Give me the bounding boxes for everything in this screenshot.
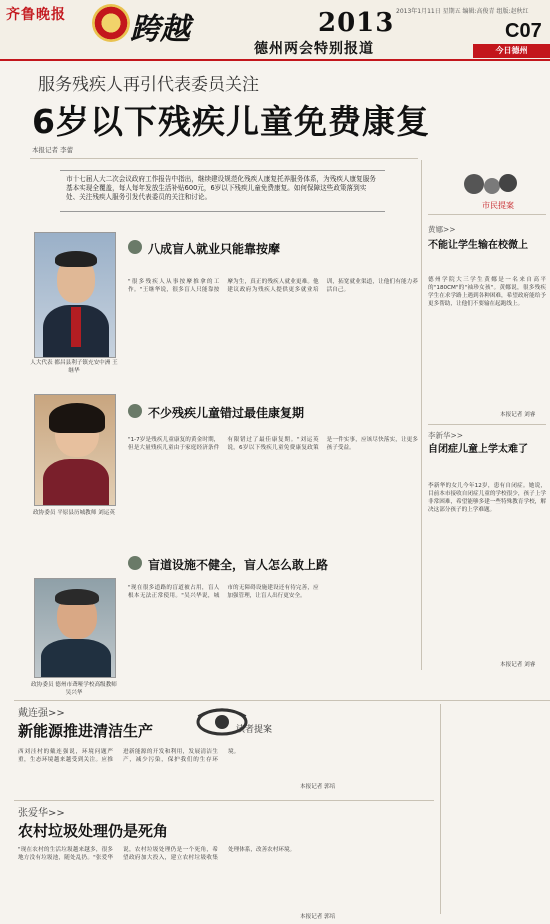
column-title: 不能让学生输在校微上 (428, 240, 528, 251)
section-body: "现在很多道路的盲道被占用，盲人根本无法正常使用。"吴兴华说，城市的无障碍设施建设还有待完善，应加强管理，让盲人出行更安全。 (128, 585, 319, 599)
photo-caption: 政协委员 德州市聋哑学校高级教师 吴兴华 (31, 682, 117, 696)
national-emblem-icon (92, 4, 130, 42)
divider (14, 800, 434, 801)
delegate-photo (34, 578, 116, 678)
theme-year: 2013 (318, 8, 395, 38)
section-title: 盲道设施不健全，盲人怎么敢上路 (148, 558, 329, 572)
bottom-signature: 本报记者 郭培 (300, 914, 336, 920)
photo-caption: 政协委员 平原县历城教师 刘运英 (33, 510, 115, 516)
issue-meta: 2013年1月11日 星期五 编辑:高俊青 组版:赵秋红 (396, 8, 529, 15)
theme-title: 跨越 (130, 12, 190, 47)
divider (428, 214, 546, 215)
bottom-kicker: 张爱华>> (18, 808, 65, 819)
masthead-rule (0, 59, 550, 61)
divider (14, 700, 550, 701)
bottom-body: "现在农村的生活垃圾越来越多，很多地方没有垃圾池，随处乱扔。"张爱华说，农村垃圾处理仍是一个死角，希望政府加大投入，建立农村垃圾收集处理体系，改善农村环境。 (18, 847, 296, 861)
section-body: "很多残疾人从事按摩推拿的工作。"王继华说，很多盲人只能靠按摩为生，真正的残疾人就业更难。他建议政府为残疾人提供更多就业培训，拓宽就业渠道，让他们有能力养活自己。 (128, 279, 418, 293)
column-title: 自闭症儿童上学太难了 (428, 444, 528, 455)
divider (428, 424, 546, 425)
column-body: 德州学院大三学生黄娜是一名来自高平的"180CM"的"袖珍女孩"。黄娜说，很多残疾学生在求学路上遇到各种困难，希望政府能给予更多帮助，让他们不要输在起跑线上。 (428, 277, 546, 307)
section-body: "1-7岁是残疾儿童康复的黄金时期，但是大量残疾儿童由于家庭经济条件有限错过了最佳康复期。"刘运英说，6岁以下残疾儿童免费康复政策是一件实事，应该尽快落实，让更多孩子受益。 (128, 437, 418, 451)
commentary-graphic-icon (454, 170, 524, 200)
divider (30, 158, 418, 159)
article-headline: 6岁以下残疾儿童免费康复 (32, 102, 430, 141)
column-author: 李新华>> (428, 431, 464, 440)
column-divider (440, 704, 441, 914)
section-bullet-icon (128, 404, 142, 418)
bottom-body: 西刘洼村的戴连强说，环境问题严重，生态环境越来越受到关注。应推进新能源的开发和利用，发展清洁生产，减少污染，保护我们的生存环境。 (18, 749, 240, 763)
section-tag: 今日德州 (473, 44, 550, 58)
theme-subtitle: 德州两会特别报道 (254, 41, 374, 57)
section-label: 读者提案 (236, 725, 273, 735)
column-author: 黄娜>> (428, 225, 456, 234)
article-kicker: 服务残疾人再引代表委员关注 (38, 75, 259, 95)
delegate-photo (34, 394, 116, 506)
delegate-photo (34, 232, 116, 358)
section-title: 八成盲人就业只能靠按摩 (148, 242, 281, 256)
page-number: C07 (505, 20, 542, 42)
column-signature: 本报记者 刘睿 (500, 412, 536, 418)
article-byline: 本报记者 李蕾 (32, 146, 74, 154)
bottom-title: 农村垃圾处理仍是死角 (18, 822, 169, 840)
bottom-kicker: 戴连强>> (18, 708, 65, 719)
photo-caption: 人大代表 都昌县利子镇充安中洲 王继华 (30, 360, 118, 374)
section-label: 市民提案 (482, 201, 514, 210)
column-divider (421, 160, 422, 670)
column-body: 李新华的女儿今年12岁，患有自闭症。她说，目前本市接收自闭症儿童的学校很少，孩子上学非常困难，希望能够多建一些特殊教育学校，解决这部分孩子的上学难题。 (428, 483, 546, 513)
section-bullet-icon (128, 556, 142, 570)
column-signature: 本报记者 刘睿 (500, 662, 536, 668)
section-title: 不少残疾儿童错过最佳康复期 (148, 406, 305, 420)
section-bullet-icon (128, 240, 142, 254)
bottom-signature: 本报记者 郭培 (300, 784, 336, 790)
newspaper-logo: 齐鲁晚报 (6, 7, 66, 23)
article-lead: 市十七届人大二次会议政府工作报告中指出，继续建设规范化残疾人康复托养服务体系，为残疾人康复服务基本实现全覆盖，每人每年发放生活补贴600元，6岁以下残疾儿童免费康复。如何保障这些政策落到实处、关注残疾人服务引发代表委员的关注和讨论。 (60, 170, 385, 212)
bottom-title: 新能源推进清洁生产 (18, 722, 154, 740)
